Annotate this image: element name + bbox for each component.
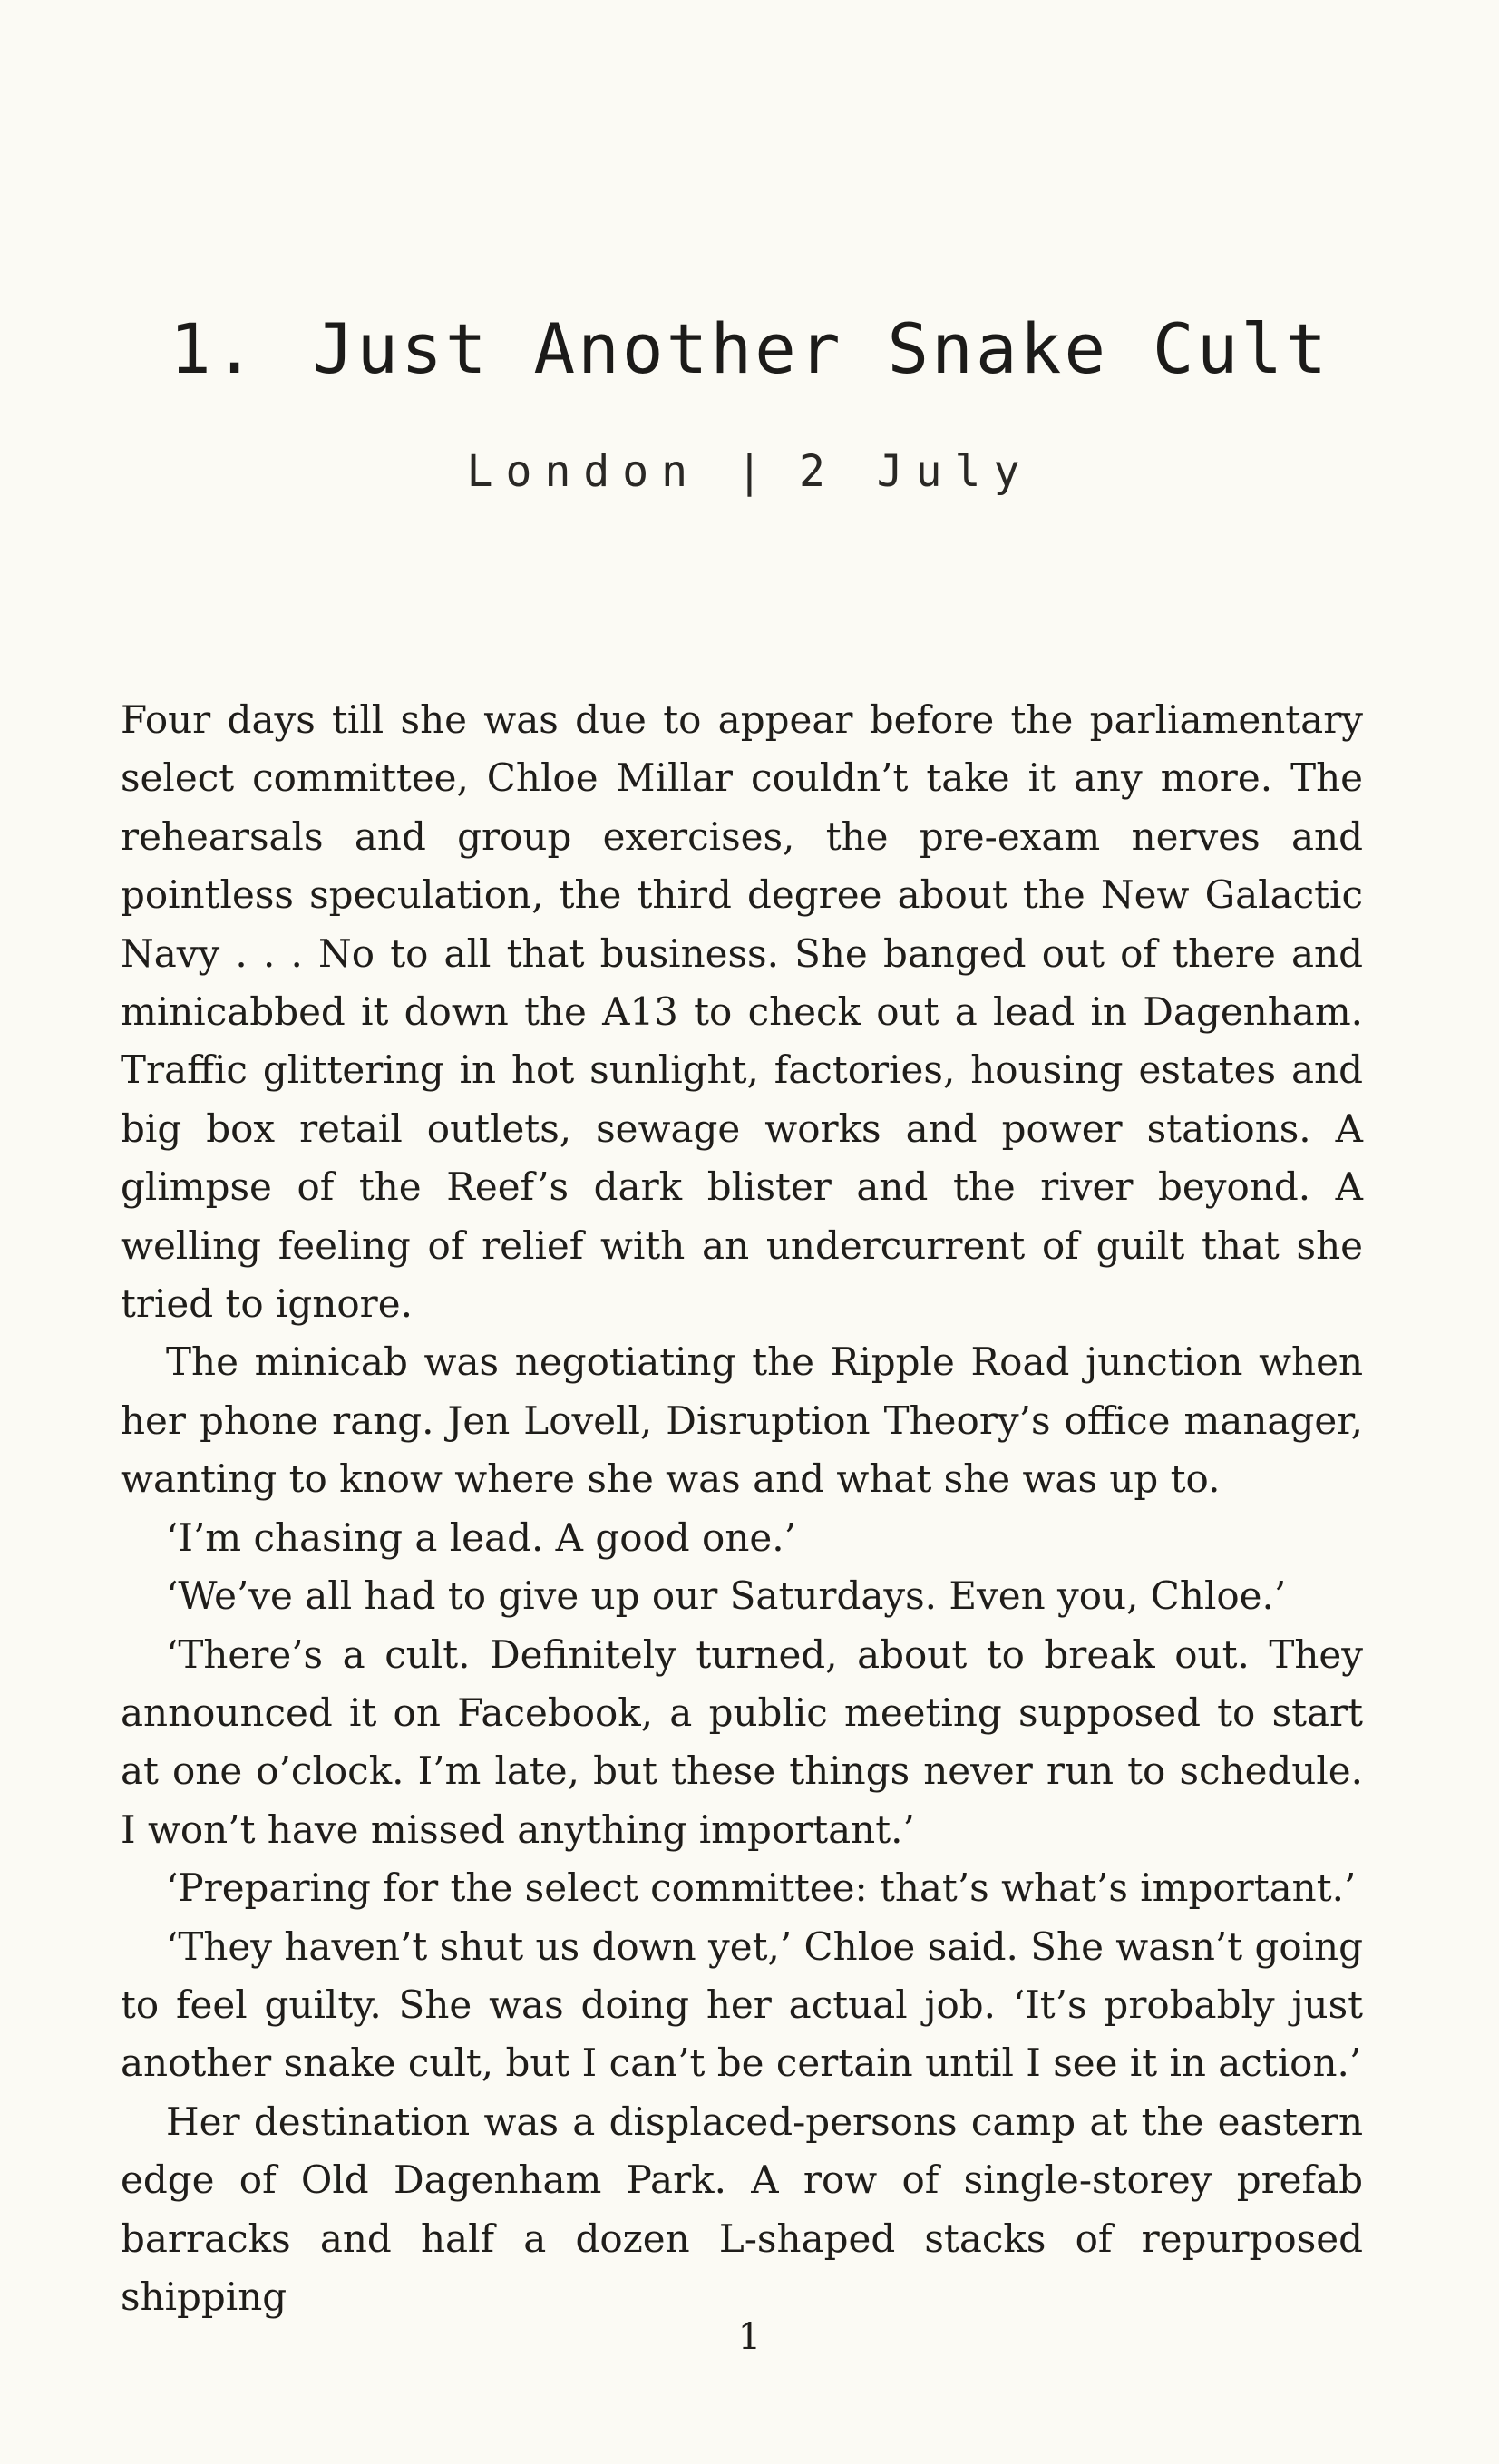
paragraph: ‘Preparing for the select committee: that’s what’s important.’ — [166, 1865, 1357, 1911]
dateline-location: London — [466, 446, 701, 497]
paragraph: ‘We’ve all had to give up our Saturdays. Even you, Chloe.’ — [166, 1573, 1287, 1619]
paragraph: ‘They haven’t shut us down yet,’ Chloe said. She wasn’t going to feel guilty. She was doing her actual job. ‘It’s probably just another snake cult, but I can’t be certain until I see it in action.’ — [121, 1923, 1363, 2086]
paragraph: Four days till she was due to appear before the parliamentary select committee, Chloe Millar couldn’t take it any more. The rehearsals and group exercises, the pre-exam nerves and pointless speculation, the third degree about the New Galactic Navy . . . No to all that business. She banged out of there and minicabbed it down the A13 to check out a lead in Dagenham. Traffic glittering in hot sunlight, factories, housing estates and big box retail outlets, sewage works and power stations. A glimpse of the Reef’s dark blister and the river beyond. A welling feeling of relief with an undercurrent of guilt that she tried to ignore. — [121, 697, 1363, 1327]
chapter-number: 1. — [170, 308, 258, 389]
paragraph: ‘There’s a cult. Definitely turned, about to break out. They announced it on Facebook, a public meeting supposed to start at one o’clock. I’m late, but these things never run to schedule. I won’t have missed anything important.’ — [121, 1631, 1363, 1852]
paragraph: Her destination was a displaced-persons camp at the eastern edge of Old Dagenham Park. A row of single-storey prefab barracks and half a dozen L-shaped stacks of repurposed shipping — [121, 2099, 1363, 2319]
paragraph: ‘I’m chasing a lead. A good one.’ — [166, 1514, 796, 1560]
chapter-heading — [0, 308, 1499, 389]
chapter-dateline — [0, 446, 1499, 497]
paragraph: The minicab was negotiating the Ripple Road junction when her phone rang. Jen Lovell, Disruption Theory’s office manager, wanting to know where she was and what she was up to. — [121, 1339, 1363, 1502]
page-number: 1 — [737, 2316, 762, 2358]
dateline-date: 2 July — [798, 446, 1033, 497]
chapter-title: Just Another Snake Cult — [312, 308, 1329, 389]
body-text — [121, 691, 1363, 2326]
dateline-separator: | — [736, 446, 763, 497]
